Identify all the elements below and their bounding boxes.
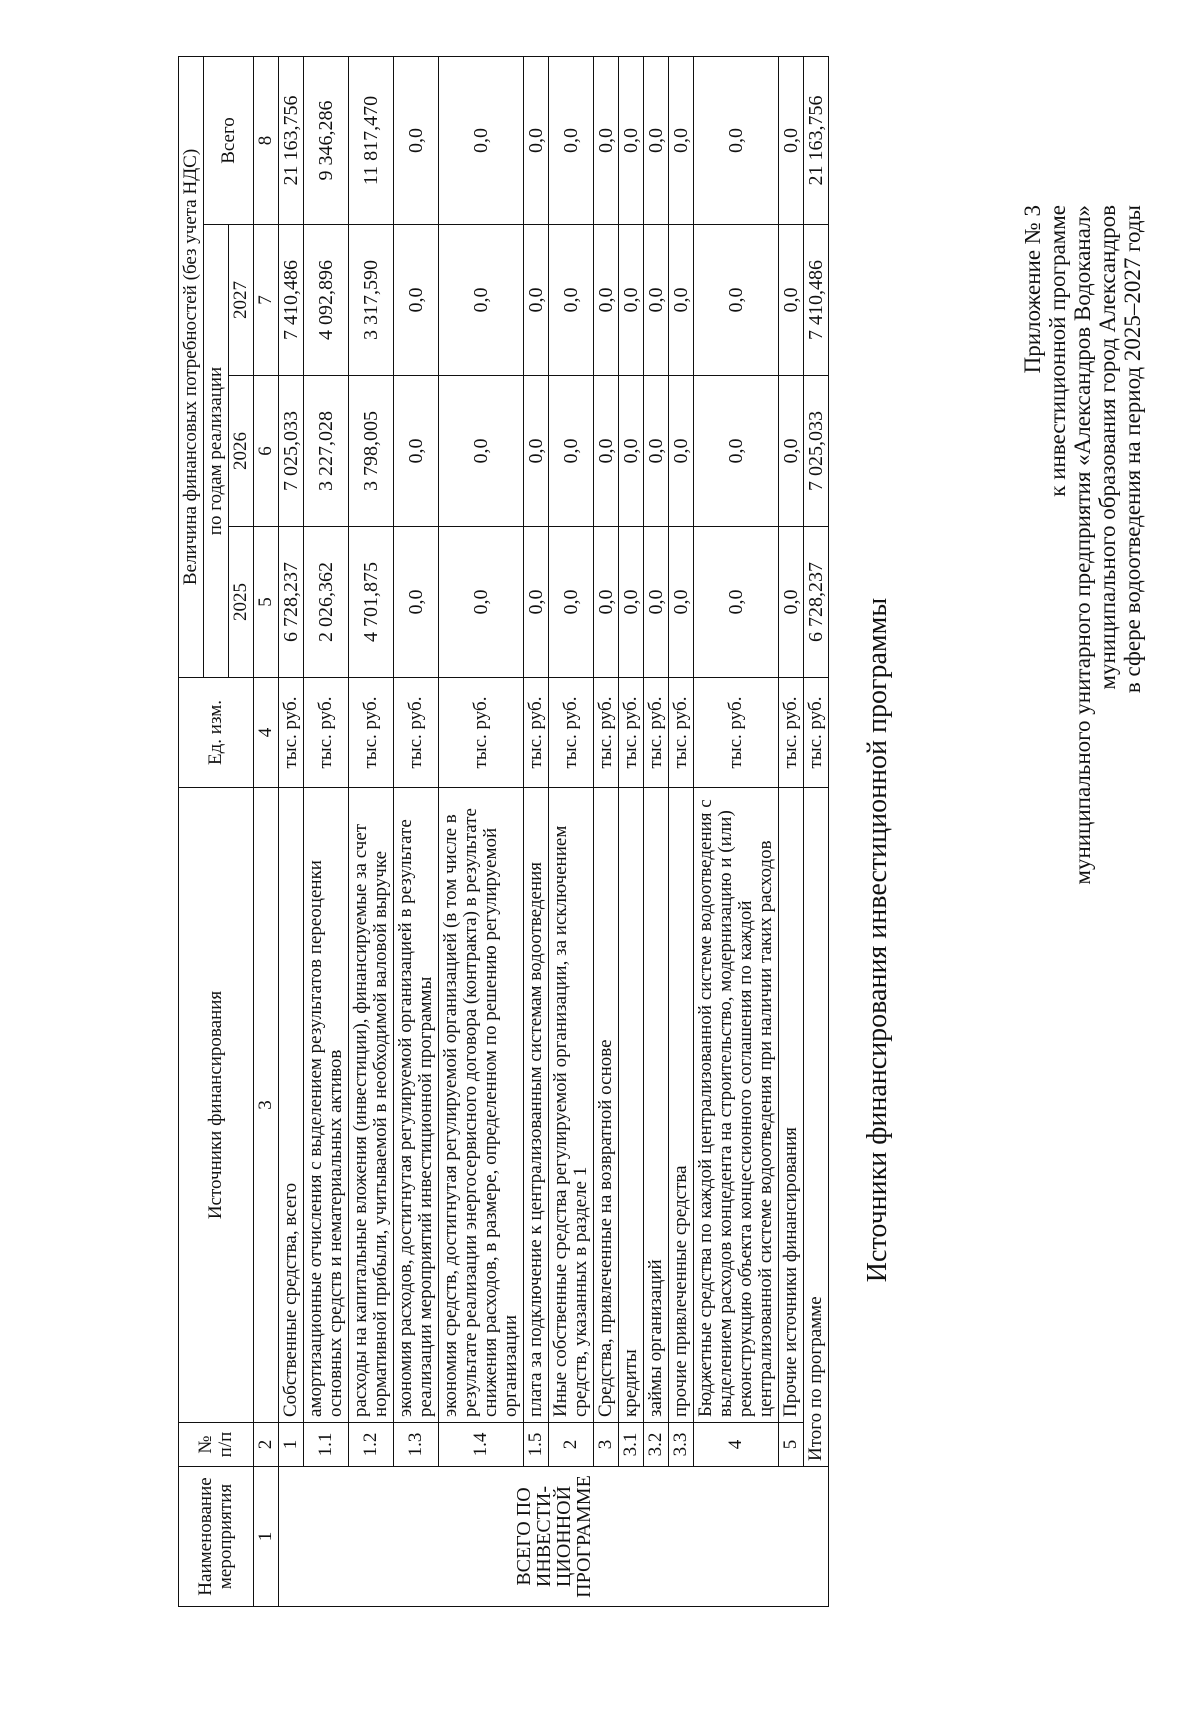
row-value-total: 0,0 — [644, 56, 669, 224]
row-value-2026: 0,0 — [549, 376, 594, 527]
row-unit: тыс. руб. — [279, 678, 304, 788]
row-unit: тыс. руб. — [549, 678, 594, 788]
column-number: 8 — [254, 56, 279, 224]
row-value-2026: 0,0 — [439, 376, 524, 527]
row-unit: тыс. руб. — [644, 678, 669, 788]
table-row — [779, 56, 804, 1606]
total-label: Итого по программе — [804, 788, 829, 1467]
row-unit: тыс. руб. — [439, 678, 524, 788]
row-value-2027: 0,0 — [669, 225, 694, 376]
financing-table — [178, 56, 829, 1607]
row-source: Бюджетные средства по каждой централизованной системе водоотведения с выделением расходов концедента на строительство, модернизацию и (или) реконструкцию объекта концессионного соглашения по каждой централизованной системе водоотведения при наличии таких расходов — [694, 788, 779, 1423]
header-num: № п/п — [179, 1423, 254, 1467]
row-value-2025: 4 701,875 — [349, 527, 394, 678]
row-value-total: 0,0 — [619, 56, 644, 224]
annex-title: Приложение № 3 — [1020, 205, 1045, 374]
annex-line: муниципального унитарного предприятия «Александров Водоканал» — [1070, 205, 1095, 885]
row-num: 5 — [779, 1423, 804, 1467]
total-row — [804, 56, 829, 1606]
row-unit: тыс. руб. — [594, 678, 619, 788]
column-number: 5 — [254, 527, 279, 678]
annex-block — [1020, 205, 1145, 1715]
header-year: 2026 — [229, 376, 254, 527]
row-value-2027: 3 317,590 — [349, 225, 394, 376]
row-unit: тыс. руб. — [304, 678, 349, 788]
row-value-2026: 0,0 — [594, 376, 619, 527]
row-value-2026: 0,0 — [619, 376, 644, 527]
column-number: 2 — [254, 1423, 279, 1467]
row-num: 1.1 — [304, 1423, 349, 1467]
annex-line: в сфере водоотведения на период 2025–2027 годы — [1120, 205, 1145, 694]
row-value-2027: 0,0 — [779, 225, 804, 376]
total-value-2026: 7 025,033 — [804, 376, 829, 527]
column-number: 3 — [254, 788, 279, 1423]
row-unit: тыс. руб. — [669, 678, 694, 788]
row-value-2026: 0,0 — [779, 376, 804, 527]
table-row — [279, 56, 304, 1606]
header-need: Величина финансовых потребностей (без учета НДС) — [179, 56, 204, 677]
row-unit: тыс. руб. — [394, 678, 439, 788]
row-source: кредиты — [619, 788, 644, 1423]
table-row — [594, 56, 619, 1606]
row-source: расходы на капитальные вложения (инвестиции), финансируемые за счет нормативной прибыли, учитываемой в необходимой валовой выручке — [349, 788, 394, 1423]
row-source: Собственные средства, всего — [279, 788, 304, 1423]
row-value-2025: 6 728,237 — [279, 527, 304, 678]
table-row — [549, 56, 594, 1606]
row-source: экономия расходов, достигнутая регулируемой организацией в результате реализации мероприятий инвестиционной программы — [394, 788, 439, 1423]
row-value-2027: 0,0 — [594, 225, 619, 376]
row-value-total: 0,0 — [549, 56, 594, 224]
row-value-2027: 4 092,896 — [304, 225, 349, 376]
row-value-2026: 0,0 — [394, 376, 439, 527]
row-value-2026: 7 025,033 — [279, 376, 304, 527]
row-value-2027: 0,0 — [524, 225, 549, 376]
row-value-2027: 0,0 — [619, 225, 644, 376]
header-year: 2027 — [229, 225, 254, 376]
row-value-2025: 0,0 — [694, 527, 779, 678]
column-number: 4 — [254, 678, 279, 788]
page-title: Источники финансирования инвестиционной программы — [862, 597, 893, 1283]
row-value-2027: 0,0 — [439, 225, 524, 376]
row-unit: тыс. руб. — [524, 678, 549, 788]
row-num: 1.3 — [394, 1423, 439, 1467]
row-value-total: 0,0 — [394, 56, 439, 224]
row-value-2025: 0,0 — [549, 527, 594, 678]
header-source: Источники финансирования — [179, 788, 254, 1423]
row-value-2027: 7 410,486 — [279, 225, 304, 376]
row-value-2026: 0,0 — [669, 376, 694, 527]
annex-line: муниципального образования город Александров — [1095, 205, 1120, 690]
row-unit: тыс. руб. — [694, 678, 779, 788]
row-value-2025: 0,0 — [524, 527, 549, 678]
row-value-2026: 3 227,028 — [304, 376, 349, 527]
row-value-2027: 0,0 — [549, 225, 594, 376]
row-value-total: 0,0 — [524, 56, 549, 224]
row-num: 4 — [694, 1423, 779, 1467]
column-number-row — [254, 56, 279, 1606]
row-value-total: 0,0 — [594, 56, 619, 224]
row-value-2026: 0,0 — [694, 376, 779, 527]
table-row — [394, 56, 439, 1606]
row-value-2026: 3 798,005 — [349, 376, 394, 527]
row-value-2025: 0,0 — [594, 527, 619, 678]
table-row — [619, 56, 644, 1606]
total-unit: тыс. руб. — [804, 678, 829, 788]
table-row — [669, 56, 694, 1606]
column-number: 6 — [254, 376, 279, 527]
header-unit: Ед. изм. — [179, 678, 254, 788]
row-value-2027: 0,0 — [694, 225, 779, 376]
column-number: 7 — [254, 225, 279, 376]
row-source: займы организаций — [644, 788, 669, 1423]
row-value-2027: 0,0 — [644, 225, 669, 376]
row-num: 3.3 — [669, 1423, 694, 1467]
total-value-2025: 6 728,237 — [804, 527, 829, 678]
header-year: 2025 — [229, 527, 254, 678]
row-num: 1.4 — [439, 1423, 524, 1467]
table-row — [439, 56, 524, 1606]
row-source: Средства, привлеченные на возвратной основе — [594, 788, 619, 1423]
row-num: 1.5 — [524, 1423, 549, 1467]
table-row — [524, 56, 549, 1606]
row-value-total: 0,0 — [439, 56, 524, 224]
table-row — [644, 56, 669, 1606]
row-unit: тыс. руб. — [349, 678, 394, 788]
row-num: 1 — [279, 1423, 304, 1467]
row-value-total: 0,0 — [694, 56, 779, 224]
row-value-2025: 0,0 — [644, 527, 669, 678]
row-source: плата за подключение к централизованным системам водоотведения — [524, 788, 549, 1423]
row-source: амортизационные отчисления с выделением результатов переоценки основных средств и нематериальных активов — [304, 788, 349, 1423]
group-label: ВСЕГО ПО ИНВЕСТИ-ЦИОННОЙ ПРОГРАММЕ — [279, 1467, 829, 1607]
row-value-total: 21 163,756 — [279, 56, 304, 224]
row-source: Прочие источники финансирования — [779, 788, 804, 1423]
table-row — [349, 56, 394, 1606]
row-source: экономия средств, достигнутая регулируемой организацией (в том числе в результате реализации энергосервисного договора (контракта) в результате снижения расходов, в размере, определенном по решению регулируемой организации — [439, 788, 524, 1423]
total-value-2027: 7 410,486 — [804, 225, 829, 376]
row-value-2025: 0,0 — [619, 527, 644, 678]
row-value-2025: 0,0 — [779, 527, 804, 678]
row-num: 2 — [549, 1423, 594, 1467]
row-value-2025: 0,0 — [439, 527, 524, 678]
row-source: Иные собственные средства регулируемой организации, за исключением средств, указанных в разделе 1 — [549, 788, 594, 1423]
row-value-2026: 0,0 — [644, 376, 669, 527]
row-value-total: 0,0 — [779, 56, 804, 224]
header-event-name: Наименование мероприятия — [179, 1467, 254, 1607]
header-total: Всего — [204, 56, 254, 224]
row-value-2025: 0,0 — [394, 527, 439, 678]
row-unit: тыс. руб. — [619, 678, 644, 788]
row-value-total: 11 817,470 — [349, 56, 394, 224]
row-unit: тыс. руб. — [779, 678, 804, 788]
row-value-2026: 0,0 — [524, 376, 549, 527]
row-value-2025: 0,0 — [669, 527, 694, 678]
row-num: 3.2 — [644, 1423, 669, 1467]
row-num: 3.1 — [619, 1423, 644, 1467]
table-row — [694, 56, 779, 1606]
annex-line: к инвестиционной программе — [1045, 205, 1070, 497]
row-value-2027: 0,0 — [394, 225, 439, 376]
header-by-years: по годам реализации — [204, 225, 229, 678]
row-value-total: 0,0 — [669, 56, 694, 224]
row-value-2025: 2 026,362 — [304, 527, 349, 678]
row-value-total: 9 346,286 — [304, 56, 349, 224]
row-source: прочие привлеченные средства — [669, 788, 694, 1423]
row-num: 1.2 — [349, 1423, 394, 1467]
header-row — [179, 56, 204, 1606]
total-value-total: 21 163,756 — [804, 56, 829, 224]
row-num: 3 — [594, 1423, 619, 1467]
column-number: 1 — [254, 1467, 279, 1607]
table-row — [304, 56, 349, 1606]
